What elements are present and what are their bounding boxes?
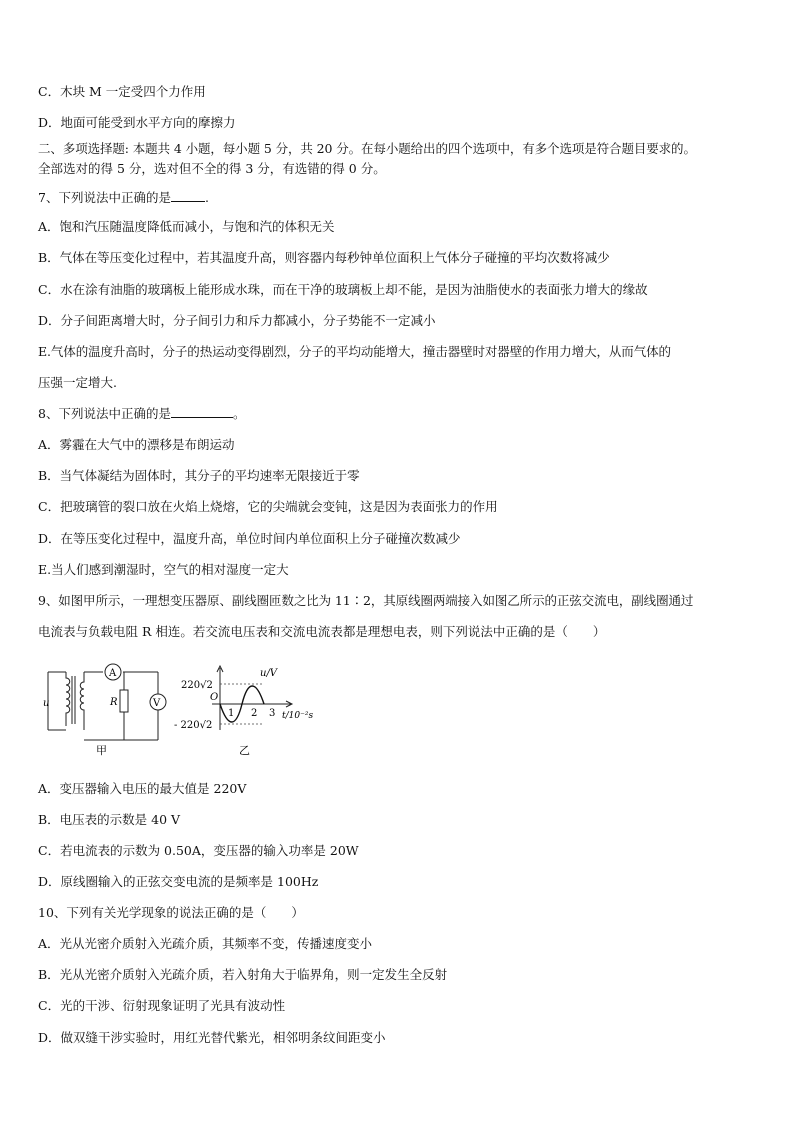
question-10-stem: 10、下列有关光学现象的说法正确的是（ ） bbox=[38, 905, 304, 920]
peak-negative-label: - 220√2 bbox=[174, 720, 213, 731]
question-7-option-e-line2: 压强一定增大. bbox=[38, 375, 117, 390]
question-8-option-d: D．在等压变化过程中，温度升高，单位时间内单位面积上分子碰撞次数减少 bbox=[38, 531, 461, 546]
ammeter-label: A bbox=[109, 668, 117, 679]
question-10-option-d: D．做双缝干涉实验时，用红光替代紫光，相邻明条纹间距变小 bbox=[38, 1030, 386, 1045]
figure-svg bbox=[40, 658, 330, 758]
answer-blank bbox=[171, 190, 205, 202]
input-voltage-label: u bbox=[43, 698, 50, 709]
question-8-option-c: C．把玻璃管的裂口放在火焰上烧熔，它的尖端就会变钝，这是因为表面张力的作用 bbox=[38, 499, 498, 514]
question-7-option-d: D．分子间距离增大时，分子间引力和斥力都减小，分子势能不一定减小 bbox=[38, 313, 436, 328]
question-8-text: 8、下列说法中正确的是 bbox=[38, 406, 171, 421]
question-10-option-a: A．光从光密介质射入光疏介质，其频率不变，传播速度变小 bbox=[38, 936, 373, 951]
question-7-option-c: C．水在涂有油脂的玻璃板上能形成水珠，而在干净的玻璃板上却不能，是因为油脂使水的表面张力增大的缘故 bbox=[38, 282, 648, 297]
question-7-end: . bbox=[204, 190, 209, 205]
question-8-end: 。 bbox=[232, 406, 246, 421]
u-axis-label: u/V bbox=[260, 668, 278, 679]
section-scoring-rule: 全部选对的得 5 分，选对但不全的得 3 分，有选错的得 0 分。 bbox=[38, 161, 386, 176]
question-8-stem bbox=[38, 406, 245, 421]
option-7prev-d: D．地面可能受到水平方向的摩擦力 bbox=[38, 115, 236, 130]
resistor-label: R bbox=[110, 697, 118, 708]
question-9-option-b: B．电压表的示数是 40 V bbox=[38, 812, 181, 827]
origin-label: O bbox=[210, 692, 219, 703]
question-7-option-b: B．气体在等压变化过程中，若其温度升高，则容器内每秒钟单位面积上气体分子碰撞的平均次数将减少 bbox=[38, 250, 610, 265]
question-9-option-c: C．若电流表的示数为 0.50A，变压器的输入功率是 20W bbox=[38, 843, 359, 858]
question-7-text: 7、下列说法中正确的是 bbox=[38, 190, 171, 205]
voltage-graph bbox=[212, 666, 292, 730]
question-8-option-a: A．雾霾在大气中的漂移是布朗运动 bbox=[38, 437, 235, 452]
voltmeter-label: V bbox=[153, 698, 161, 709]
figure-caption-right: 乙 bbox=[239, 744, 250, 757]
tick-label: 2 bbox=[251, 708, 258, 719]
answer-blank bbox=[171, 406, 233, 418]
question-9-stem-line2: 电流表与负载电阻 R 相连。若交流电压表和交流电流表都是理想电表，则下列说法中正确的是（ ） bbox=[38, 624, 606, 639]
question-8-option-e: E.当人们感到潮湿时，空气的相对湿度一定大 bbox=[38, 562, 289, 577]
question-9-stem-line1: 9、如图甲所示，一理想变压器原、副线圈匝数之比为 11∶2，其原线圈两端接入如图乙所示的正弦交流电，副线圈通过 bbox=[38, 593, 694, 608]
t-axis-label: t/10⁻²s bbox=[282, 711, 314, 721]
tick-label: 3 bbox=[269, 708, 276, 719]
resistor-icon bbox=[120, 690, 128, 712]
question-7-stem bbox=[38, 190, 209, 205]
question-7-option-a: A．饱和汽压随温度降低而减小，与饱和汽的体积无关 bbox=[38, 219, 335, 234]
question-8-option-b: B．当气体凝结为固体时，其分子的平均速率无限接近于零 bbox=[38, 468, 360, 483]
option-7prev-c: C．木块 M 一定受四个力作用 bbox=[38, 84, 206, 99]
section-heading-multiple-choice: 二、多项选择题: 本题共 4 小题，每小题 5 分，共 20 分。在每小题给出的四个选项中，有多个选项是符合题目要求的。 bbox=[38, 141, 696, 156]
question-10-option-b: B．光从光密介质射入光疏介质，若入射角大于临界角，则一定发生全反射 bbox=[38, 967, 448, 982]
question-9-figure bbox=[40, 658, 330, 758]
peak-positive-label: 220√2 bbox=[181, 680, 213, 691]
question-9-option-d: D．原线圈输入的正弦交变电流的是频率是 100Hz bbox=[38, 874, 319, 889]
primary-coil bbox=[66, 672, 70, 726]
circuit-diagram bbox=[48, 664, 166, 740]
question-10-option-c: C．光的干涉、衍射现象证明了光具有波动性 bbox=[38, 998, 286, 1013]
question-7-option-e-line1: E.气体的温度升高时，分子的热运动变得剧烈，分子的平均动能增大，撞击器壁时对器壁的作用力增大，从而气体的 bbox=[38, 344, 671, 359]
figure-caption-left: 甲 bbox=[96, 744, 107, 757]
question-9-option-a: A．变压器输入电压的最大值是 220V bbox=[38, 781, 247, 796]
tick-label: 1 bbox=[228, 708, 235, 719]
secondary-coil bbox=[80, 672, 84, 730]
